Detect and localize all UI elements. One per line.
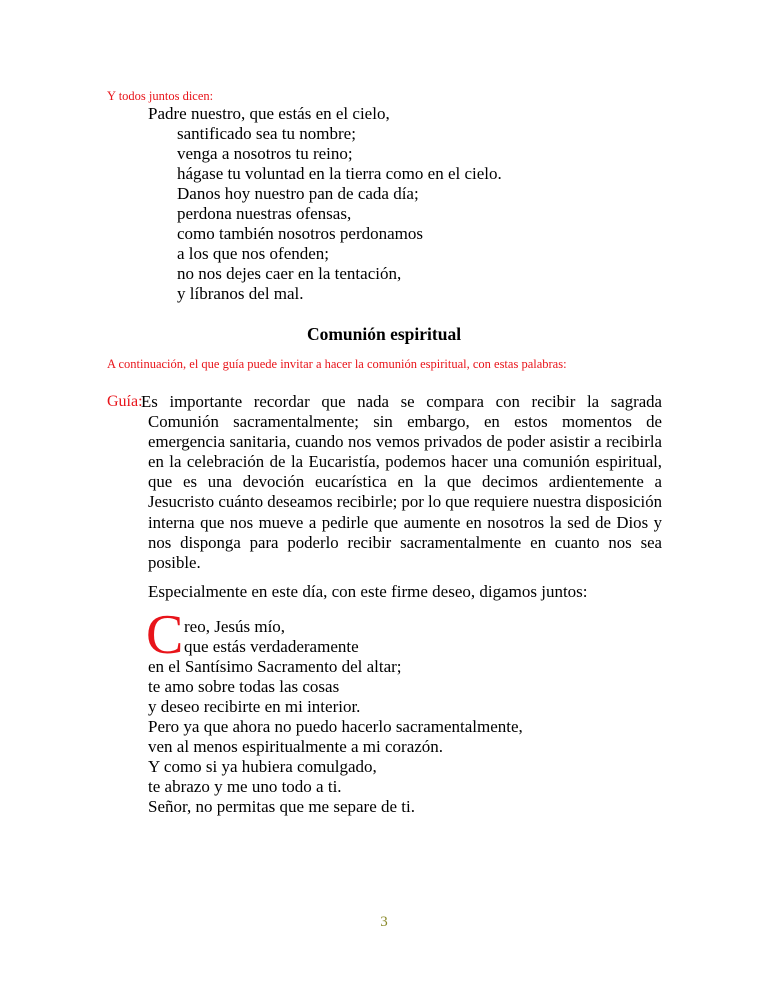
prayer-line: como también nosotros perdonamos [177,224,423,243]
prayer-line: a los que nos ofenden; [177,244,330,263]
rubric-instruction: A continuación, el que guía puede invitar a hacer la comunión espiritual, con estas palabras: [107,357,567,371]
prayer-line: venga a nosotros tu reino; [177,144,353,163]
prayer-line: perdona nuestras ofensas, [177,204,352,223]
prayer-line: te amo sobre todas las cosas [148,677,340,696]
guia-label: Guía: [107,393,143,410]
prayer-line: reo, Jesús mío, [184,617,286,636]
page-number: 3 [380,914,388,930]
prayer-line: Señor, no permitas que me separe de ti. [148,797,415,816]
prayer-line: y deseo recibirte en mi interior. [148,697,361,716]
prayer-line: Y como si ya hubiera comulgado, [148,757,377,776]
rubric-instruction: Y todos juntos dicen: [107,89,214,103]
invitation-text: Especialmente en este día, con este firme deseo, digamos juntos: [148,582,588,601]
prayer-line: en el Santísimo Sacramento del altar; [148,657,402,676]
guia-paragraph [141,392,662,573]
prayer-line: Pero ya que ahora no puedo hacerlo sacramentalmente, [148,717,523,736]
prayer-line: Padre nuestro, que estás en el cielo, [148,104,390,123]
prayer-line: hágase tu voluntad en la tierra como en el cielo. [177,164,502,183]
guia-text: Es importante recordar que nada se compara con recibir la sagrada Comunión sacramentalmente; sin embargo, en estos momentos de emergencia sanitaria, cuando nos vemos privados de poder asistir a recibirla en la celebración de la Eucaristía, podemos hacer una comunión espiritual, que es una devoción eucarística en la que decimos ardientemente a Jesucristo cuánto deseamos recibirle; por lo que requiere nuestra disposición interna que nos mueve a pedirle que aumente en nosotros la sed de Dios y nos disponga para poderlo recibir sacramentalmente en cuanto nos sea posible. [141,392,662,572]
section-heading: Comunión espiritual [306,324,462,344]
prayer-line: y líbranos del mal. [177,284,304,303]
prayer-line: no nos dejes caer en la tentación, [177,264,402,283]
prayer-line: que estás verdaderamente [184,637,359,656]
prayer-line: ven al menos espiritualmente a mi corazón. [148,737,444,756]
prayer-line: santificado sea tu nombre; [177,124,356,143]
drop-cap-letter: C [146,604,184,666]
prayer-line: te abrazo y me uno todo a ti. [148,777,342,796]
prayer-line: Danos hoy nuestro pan de cada día; [177,184,419,203]
